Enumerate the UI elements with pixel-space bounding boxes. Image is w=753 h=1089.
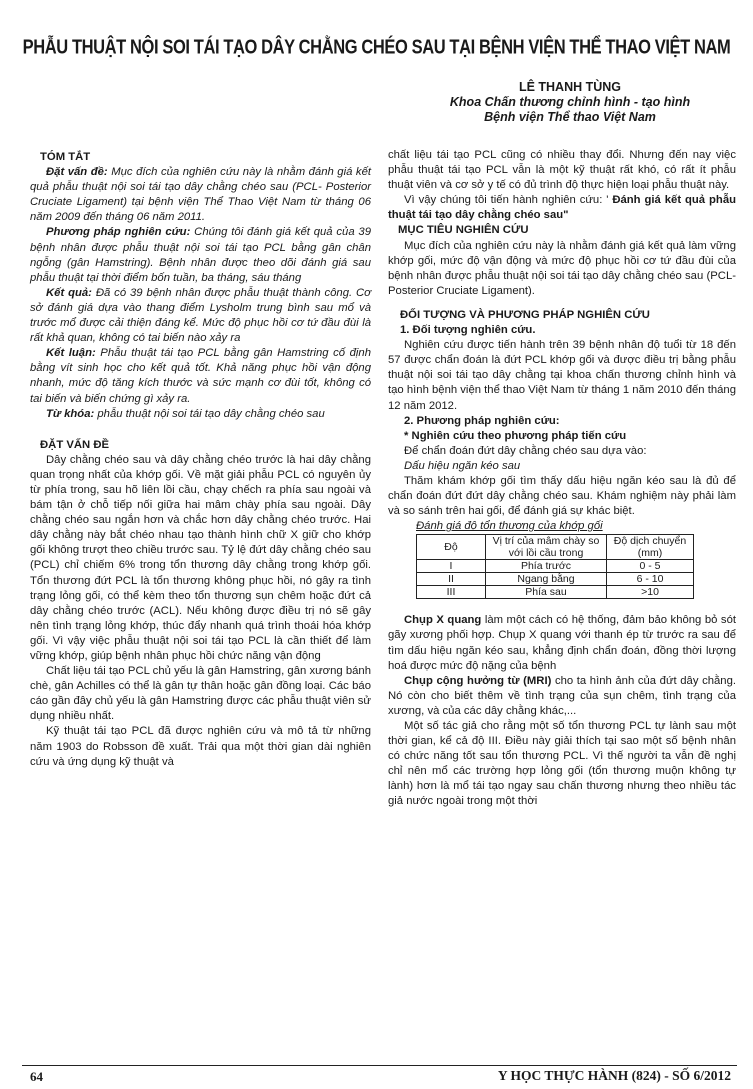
table-cell: Ngang bằng <box>486 573 607 586</box>
intro-paragraph-3: Kỹ thuật tái tạo PCL đã được nghiên cứu và mô tả từ những năm 1903 do Robsson đề xuất. Trải qua một thời gian dài nghiên cứu và ứng dụng kỹ thuật và <box>30 725 371 768</box>
objective-paragraph: Mục đích của nghiên cứu này là nhằm đánh giá kết quả làm vững khớp gối, mức độ vận động và mức độ phục hồi cơ tứ đầu đùi của bệnh nhân được phẫu thuật nội soi tái tạo dây chằng chéo sau (PCL- Posterior Cruciate Ligament). <box>388 239 736 297</box>
table-cell: Phía sau <box>486 586 607 599</box>
right-column <box>388 148 736 810</box>
methods-prospective: * Nghiên cứu theo phương pháp tiến cứu <box>404 429 627 442</box>
author-affiliation: Khoa Chấn thương chỉnh hình - tạo hình <box>449 95 691 109</box>
table-caption: Đánh giá độ tổn thương của khớp gối <box>416 520 603 533</box>
article-title: PHẪU THUẬT NỘI SOI TÁI TẠO DÂY CHẰNG CHÉO SAU TẠI BỆNH VIỆN THỂ THAO VIỆT NAM <box>22 36 731 59</box>
left-column <box>30 150 371 770</box>
table-cell: II <box>417 573 486 586</box>
table-header-cell: Độ dịch chuyển (mm) <box>607 535 694 560</box>
author-name: LÊ THANH TÙNG <box>518 80 622 94</box>
intro-paragraph-2: Chất liệu tái tạo PCL chủ yếu là gân Hamstring, gân xương bánh chè, gân Achilles có thể là gân tự thân hoặc gân đồng loại. Các báo cáo gần đây chủ yếu là gân Hamstring được các phẫu thuật viên sử dụng nhiều nhất. <box>30 665 371 723</box>
intro-paragraph-4: chất liệu tái tạo PCL cũng có nhiều thay đổi. Nhưng đến nay việc phẫu thuật tái tạo PCL vẫn là một kỹ thuật rất khó, có rất ít phẫu thuật viên và cơ sở y tế có đủ trình độ thực hiện loại phẫu thuật này. <box>388 149 736 192</box>
methods-paragraph-2: Để chẩn đoán đứt dây chằng chéo sau dựa vào: <box>404 444 647 457</box>
table-row <box>417 573 694 586</box>
footer-rule <box>22 1065 737 1066</box>
table-cell: >10 <box>607 586 694 599</box>
table-header-cell: Vị trí của mâm chày so với lồi cầu trong <box>486 535 607 560</box>
author-block <box>400 80 740 125</box>
author-institution: Bệnh viện Thể thao Việt Nam <box>484 110 656 124</box>
table-row <box>417 560 694 573</box>
table-cell: I <box>417 560 486 573</box>
methods-method-heading: 2. Phương pháp nghiên cứu: <box>404 414 560 427</box>
methods-paragraph-4: Thăm khám khớp gối tìm thấy dấu hiệu ngăn kéo sau là đủ để chẩn đoán đứt đứt dây chằng chéo sau. Khám nghiệm này phải làm và so sánh trên hai gối, để đánh giá sự khác biệt. <box>388 474 736 518</box>
abstract-heading: TÓM TẮT <box>40 151 91 163</box>
mri-paragraph: Chụp cộng hưởng từ (MRI) cho ta hình ảnh của đứt dây chằng. Nó còn cho biết thêm về tình trạng của sụn chêm, tình trạng của xương, và của các dây chằng khác,... <box>388 674 736 717</box>
page-number: 64 <box>30 1069 43 1084</box>
methods-paragraph-1: Nghiên cứu được tiến hành trên 39 bệnh nhân độ tuổi từ 18 đến 57 được chẩn đoán là đứt PCL khớp gối và được điều trị bằng phẫu thuật nội soi tái tạo dây chằng tại khoa chấn thương chỉnh hình và tạo hình bệnh viện thể thao Việt Nam từ tháng 1 năm 2010 đến tháng 12 năm 2012. <box>388 339 736 412</box>
methods-drawer-sign: Dấu hiệu ngăn kéo sau <box>404 459 521 472</box>
intro-paragraph-1: Dây chằng chéo sau và dây chằng chéo trước là hai dây chằng quan trọng nhất của khớp gối. Về mặt giải phẫu PCL có nguyên ủy từ phía trong, sau hõ liên lồi cầu, chạy chếch ra phía sau ngoài và bám tận ở chỗ tiếp nối giữa hai mâm chày phía sau ngoài. Dây chằng chéo sau ngắn hơn và chắc hơn dây chằng chéo trước. Hai dây chằng này bắt chéo nhau tạo thành hình chữ X giữ cho khớp gối không trượt theo chiều trước sau. Tỷ lệ đứt dây chằng chéo sau (PCL) chỉ chiếm 6% trong tổn thương dây chằng trong khớp gối. Tổn thương đứt PCL là tổn thương không phục hồi, nó gây ra tình trạng lỏng gối, có thể kèm theo tổn thương sụn chêm hoặc đứt cả dây chằng chéo trước (ACL). Nếu không được điều trị nó sẽ gây nên tình trạng lỏng khớp, thúc đẩy nhanh quá trình thoái hóa khớp gối. Vì vậy việc phẫu thuật nội soi tái tạo PCL là cần thiết để làm vững khớp, giúp bệnh nhân phục hồi chức năng vận động <box>30 453 371 662</box>
injury-grade-table <box>416 534 694 599</box>
abstract-conclusion: Kết luận: Phẫu thuật tái tạo PCL bằng gân Hamstring cố định bằng vít sinh học cho kết quả tốt. Khả năng phục hồi vận động nhanh, mức độ tăng kích thước và sức mạnh cơ đùi tốt, không có tai biến và biến chứng gì xảy ra. <box>30 347 371 405</box>
methods-paragraph-5: Một số tác giả cho rằng một số tổn thương PCL tự lành sau một thời gian, kể cả độ III. Điều này giải thích tại sao một số bệnh nhân có chức năng tốt sau tổn thương PCL. Vì thế người ta vẫn đề nghị chỉ nên mổ các trường hợp lỏng gối (tổn thương muộn không tự lành) hơn là mổ tái tạo ngay sau chấn thương nhưng theo nhiều tác giả nước ngoài trong một thời <box>388 720 736 808</box>
abstract-keywords: Từ khóa: phẫu thuật nội soi tái tạo dây chằng chéo sau <box>46 407 325 420</box>
table-cell: 6 - 10 <box>607 573 694 586</box>
methods-heading: ĐỐI TƯỢNG VÀ PHƯƠNG PHÁP NGHIÊN CỨU <box>400 308 650 321</box>
table-cell: III <box>417 586 486 599</box>
intro-heading: ĐẶT VẤN ĐỀ <box>40 438 110 451</box>
abstract-result: Kết quả: Đã có 39 bệnh nhân được phẫu thuật thành công. Cơ sở đánh giá dựa vào thang điểm Lysholm trung bình sau mổ và trước mổ được cải thiện đáng kể. Mức độ phục hồi cơ tứ đầu đùi là rất khả quan, không có tai biến nào xảy ra <box>30 286 371 345</box>
table-header-row <box>417 535 694 560</box>
abstract-method: Phương pháp nghiên cứu: Chúng tôi đánh giá kết quả của 39 bệnh nhân được phẫu thuật nội soi tái tạo PCL bằng gân chân ngỗng (gân Hamstring). Bệnh nhân được theo dõi đánh giá sau phẫu thuật tại thời điểm bốn tuần, ba tháng, sáu tháng <box>30 226 372 284</box>
table-row <box>417 586 694 599</box>
xray-paragraph: Chụp X quang làm một cách có hệ thống, đảm bảo không bỏ sót gãy xương phối hợp. Chụp X quang với thanh ép từ trước ra sau để tìm dấu hiệu ngăn kéo sau, khẳng định chẩn đoán, đồng thời lượng hoá được mức độ nặng của bệnh <box>388 614 736 672</box>
table-cell: 0 - 5 <box>607 560 694 573</box>
journal-name: Y HỌC THỰC HÀNH (824) - SỐ 6/2012 <box>497 1068 731 1083</box>
objective-heading: MỤC TIÊU NGHIÊN CỨU <box>398 224 529 237</box>
table-header-cell: Độ <box>417 535 486 560</box>
methods-subject-heading: 1. Đối tượng nghiên cứu. <box>400 324 536 337</box>
intro-paragraph-5: Vì vậy chúng tôi tiến hành nghiên cứu: ' Đánh giá kết quả phẫu thuật tái tạo dây chằng chéo sau" <box>388 194 736 222</box>
table-cell: Phía trước <box>486 560 607 573</box>
abstract-goal: Đặt vấn đề: Mục đích của nghiên cứu này là nhằm đánh giá kết quả phẫu thuật nội soi tái tạo dây chằng chéo sau (PCL- Posterior Cruciate Ligament) tại bệnh viện Thể Thao Việt Nam từ tháng 06 năm 2009 đến tháng 06 năm 2011. <box>30 166 371 224</box>
